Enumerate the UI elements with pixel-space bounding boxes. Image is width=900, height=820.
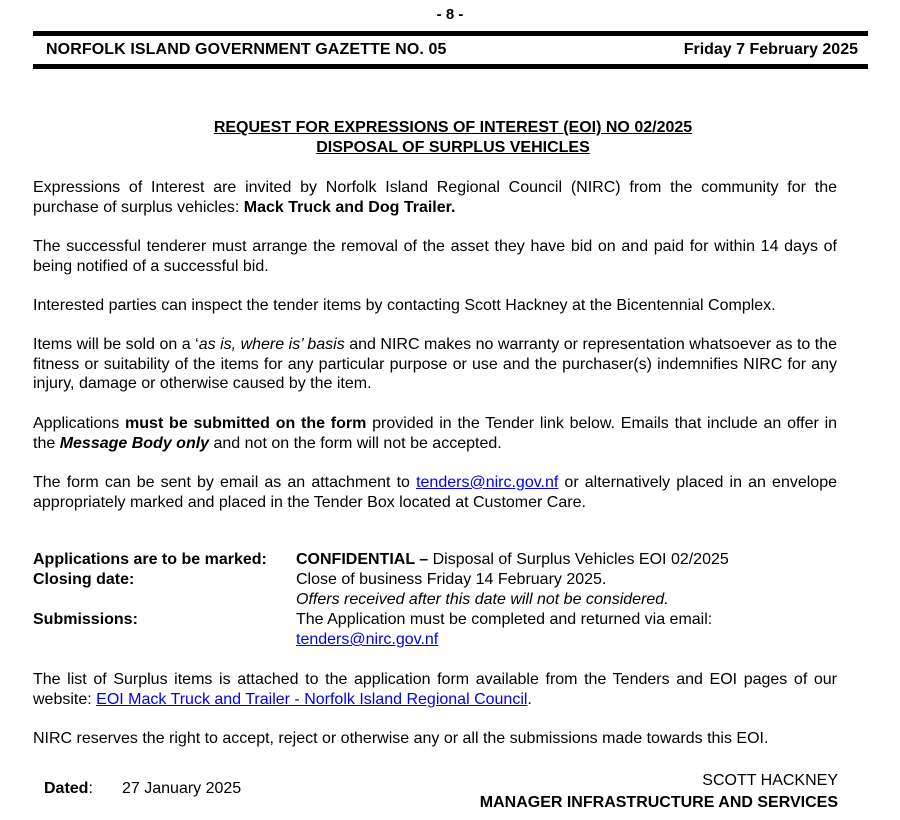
text: Applications (33, 415, 126, 432)
gazette-title: NORFOLK ISLAND GOVERNMENT GAZETTE NO. 05 (46, 41, 447, 58)
signatory-name: SCOTT HACKNEY (702, 772, 838, 789)
gazette-date: Friday 7 February 2025 (683, 41, 858, 58)
text: and not on the form will not be accepted. (209, 434, 502, 452)
paragraph-submission-method (33, 473, 837, 512)
vehicle-names: Mack Truck and Dog Trailer. (243, 198, 456, 216)
dated-value: 27 January 2025 (122, 780, 242, 797)
submissions-email-link[interactable]: tenders@nirc.gov.nf (296, 631, 439, 648)
paragraph-form-requirement (33, 414, 837, 453)
paragraph-invitation (33, 178, 837, 217)
signatory-title: MANAGER INFRASTRUCTURE AND SERVICES (479, 794, 838, 811)
closing-value: Close of business Friday 14 February 2025. (296, 571, 607, 588)
emphasis: must be submitted on the form (125, 415, 367, 432)
paragraph-reservation: NIRC reserves the right to accept, reject or otherwise any or all the submissions made towards this EOI. (33, 730, 769, 747)
closing-label: Closing date: (33, 571, 135, 588)
emphasis-italic: Message Body only (59, 434, 210, 452)
dated-label (44, 780, 93, 798)
dated-colon: : (88, 780, 93, 797)
text: Expressions of Interest are invited by Norfolk Island Regional Council (NIRC) from the community for the purchase of surplus vehicles: (33, 179, 837, 216)
text: and NIRC makes no warranty or representation whatsoever as to the fitness or suitability of the items for any particular purpose or use and the purchaser(s) indemnifies NIRC for any injury, damage or otherwise caused by the item. (33, 336, 838, 392)
marked-label: Applications are to be marked: (33, 551, 267, 568)
paragraph-inspection: Interested parties can inspect the tender items by contacting Scott Hackney at the Bicentennial Complex. (33, 297, 776, 314)
email-link[interactable]: tenders@nirc.gov.nf (416, 474, 559, 491)
confidential-label: CONFIDENTIAL – (296, 551, 429, 568)
notice-subtitle: DISPOSAL OF SURPLUS VEHICLES (316, 139, 590, 156)
text: . (527, 690, 532, 708)
website-link[interactable]: EOI Mack Truck and Trailer - Norfolk Island Regional Council (96, 690, 528, 708)
text: The form can be sent by email as an attachment to (33, 474, 417, 491)
submissions-label: Submissions: (33, 611, 138, 628)
dated-word: Dated (44, 780, 89, 797)
text: The list of Surplus items is attached to the application form available from the Tenders and EOI pages of our website: (33, 671, 837, 708)
paragraph-website (33, 670, 837, 709)
text: Disposal of Surplus Vehicles EOI 02/2025 (428, 551, 729, 568)
header-rule-top (33, 31, 868, 36)
closing-note: Offers received after this date will not be considered. (296, 591, 669, 608)
page-number: - 8 - (436, 6, 464, 23)
text: Items will be sold on a ‘ (33, 336, 199, 353)
paragraph-warranty (33, 335, 837, 394)
paragraph-removal: The successful tenderer must arrange the removal of the asset they have bid on and paid for within 14 days of being notified of a successful bid. (33, 238, 837, 275)
text: provided in the Tender link below. Emails that include an offer in the (33, 415, 838, 452)
submissions-value: The Application must be completed and returned via email: (296, 611, 713, 628)
marked-value (296, 551, 729, 569)
text: or alternatively placed in an envelope appropriately marked and placed in the Tender Box located at Customer Care. (33, 474, 837, 511)
as-is-phrase: as is, where is’ basis (198, 336, 345, 353)
notice-title: REQUEST FOR EXPRESSIONS OF INTEREST (EOI) NO 02/2025 (213, 119, 693, 136)
header-rule-bottom (33, 64, 868, 69)
